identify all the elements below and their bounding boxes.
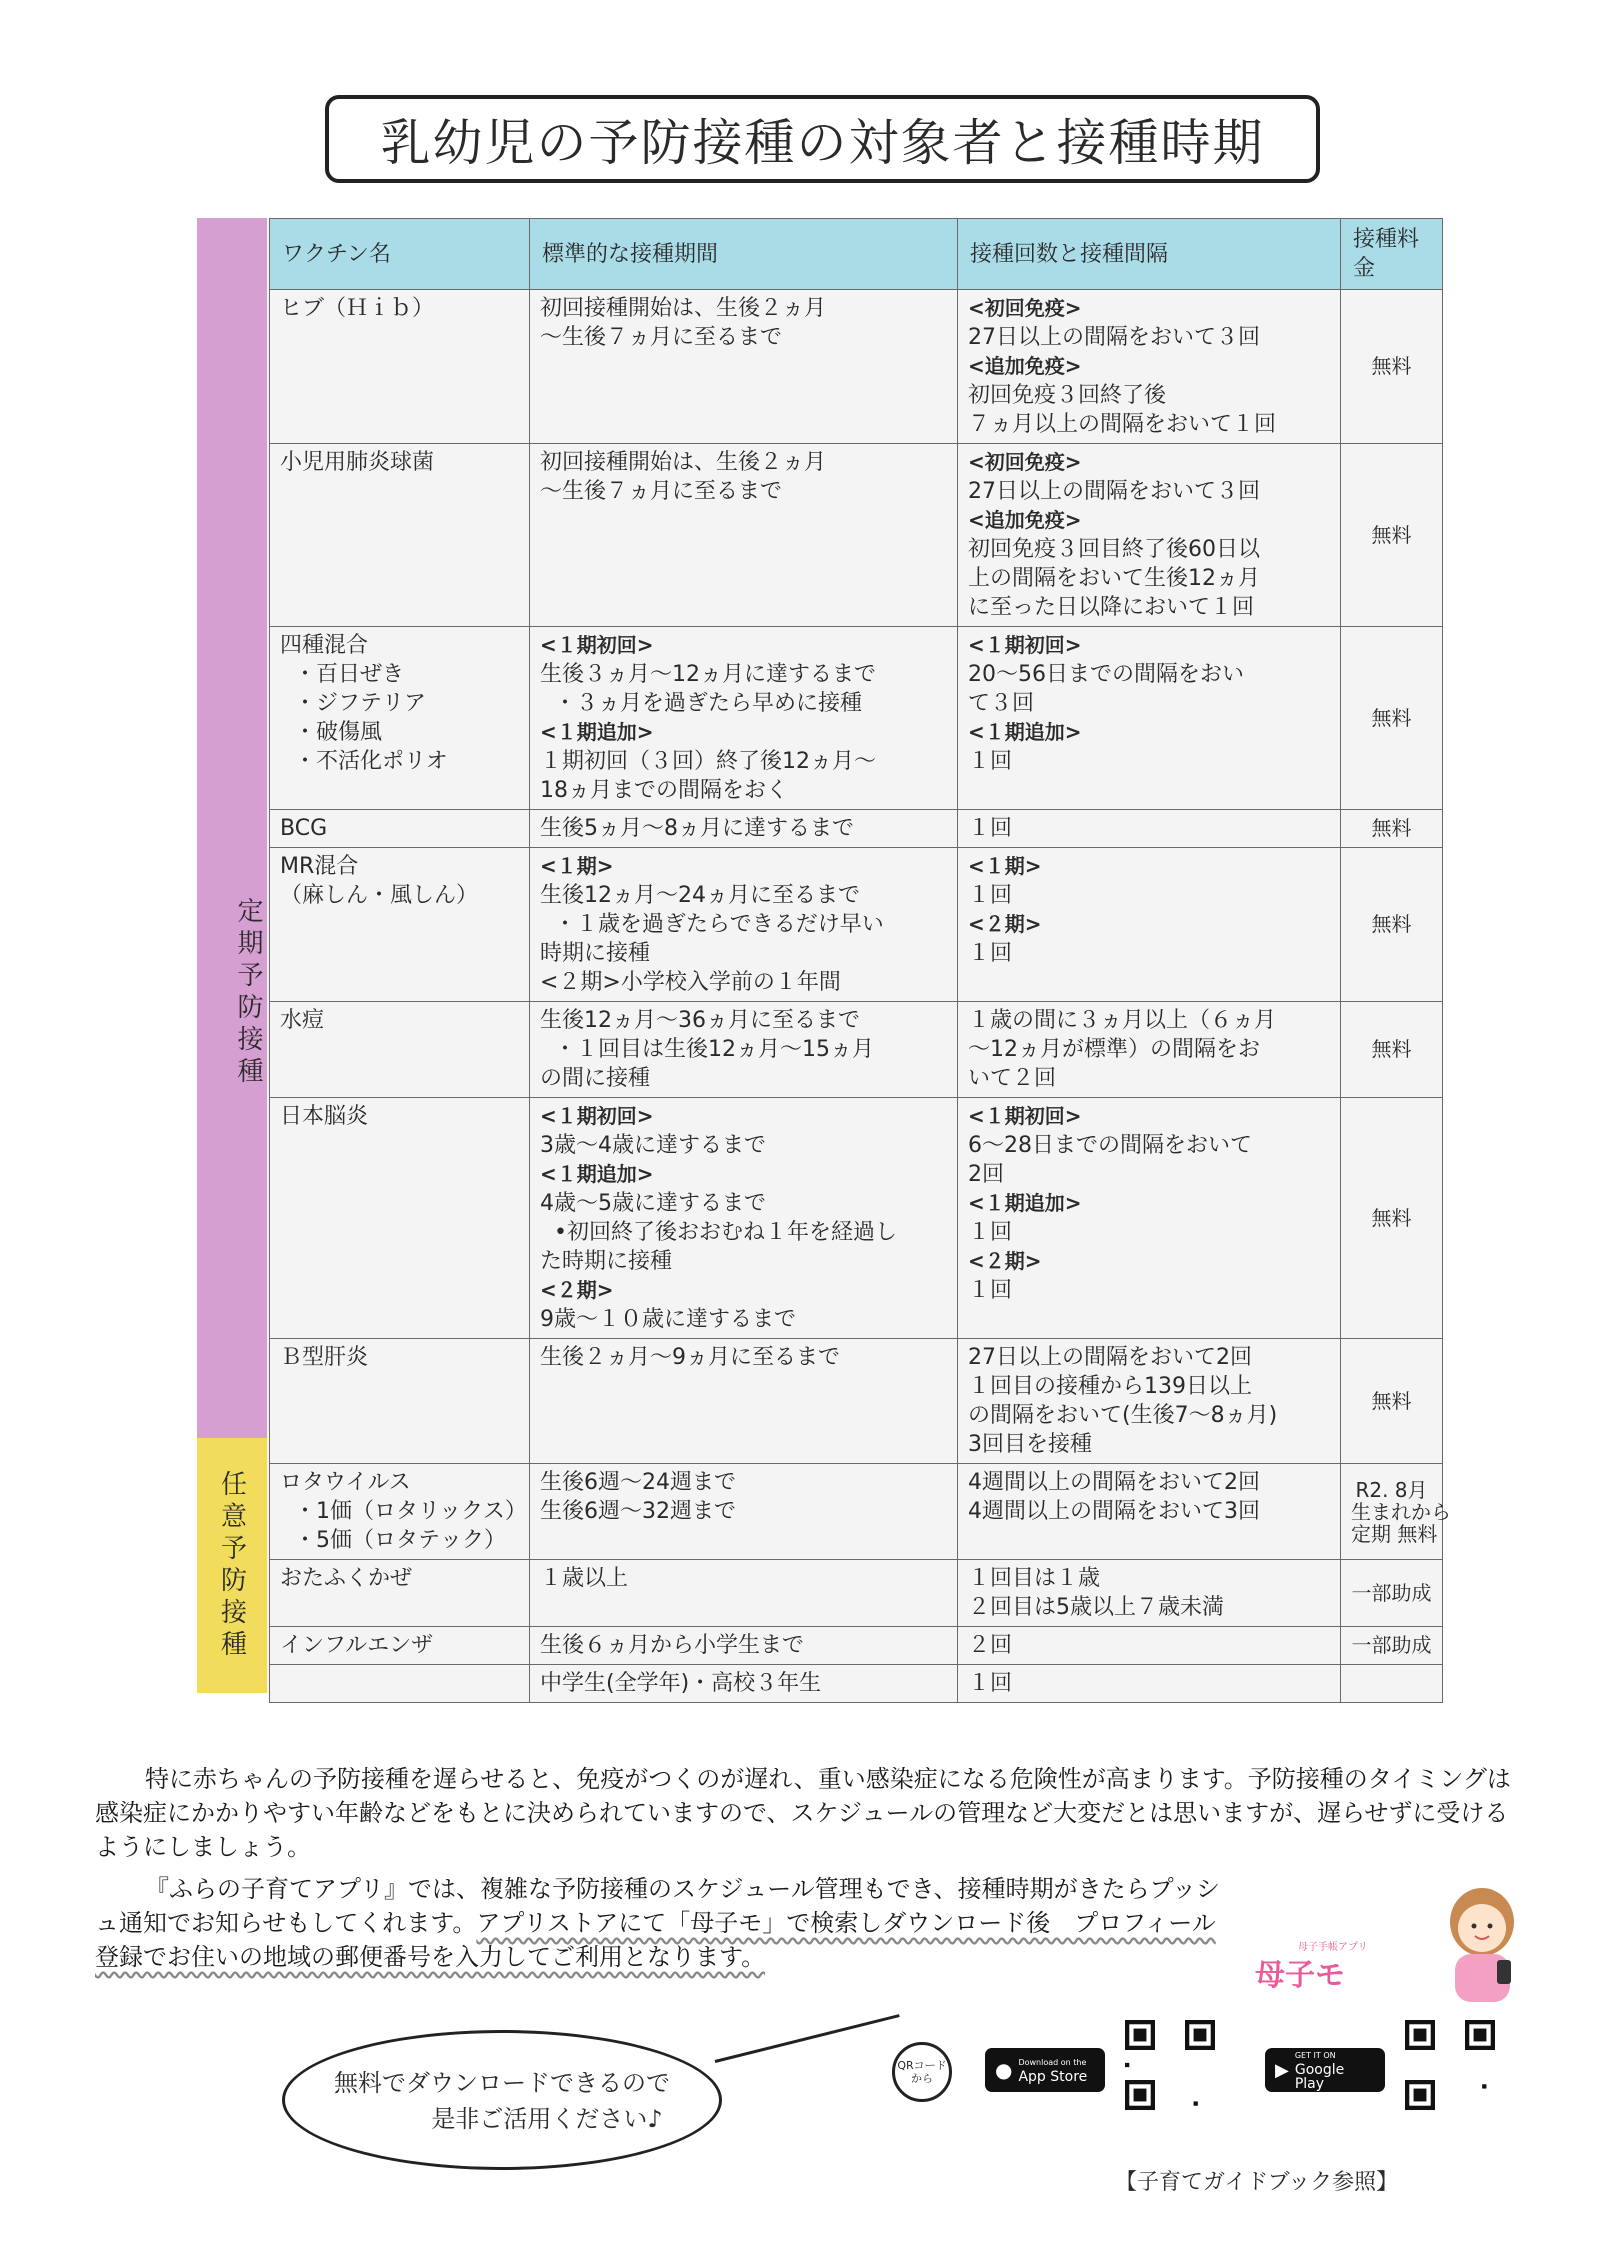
interval-cell — [958, 810, 1341, 848]
table-row — [270, 627, 1443, 810]
table-row — [270, 1627, 1443, 1665]
header-fee: 接種料金 — [1341, 219, 1443, 290]
fee-line: 無料 — [1371, 816, 1412, 840]
fee-cell — [1341, 1560, 1443, 1627]
vaccine-name-line: Ｂ型肝炎 — [280, 1345, 369, 1370]
vaccine-name-line: ・ジフテリア — [294, 691, 427, 716]
fee-cell — [1341, 1002, 1443, 1098]
period-cell — [530, 1665, 958, 1703]
interval-line: 20～56日までの間隔をおい — [968, 662, 1244, 687]
interval-line: １回 — [968, 883, 1013, 908]
period-line: <２期> — [540, 1278, 614, 1302]
interval-line: 2回 — [968, 1162, 1004, 1187]
period-line: ・１回目は生後12ヵ月～15ヵ月 — [554, 1037, 874, 1062]
vaccine-name-line: ・不活化ポリオ — [294, 749, 448, 774]
vaccine-name-line: ロタウイルス — [280, 1470, 411, 1495]
interval-cell — [958, 627, 1341, 810]
period-line: 生後２ヵ月～9ヵ月に至るまで — [540, 1345, 840, 1370]
fee-line: 生まれから — [1351, 1499, 1451, 1524]
qr-label: QRコードから — [892, 2042, 952, 2102]
vaccine-name-cell — [270, 810, 530, 848]
vaccine-name-line: MR混合 — [280, 854, 359, 879]
interval-line: １回 — [968, 749, 1013, 774]
period-cell — [530, 810, 958, 848]
interval-line: 上の間隔をおいて生後12ヵ月 — [968, 566, 1260, 591]
fee-line: 無料 — [1371, 354, 1412, 378]
google-play-icon: ▶ — [1275, 2059, 1289, 2081]
interval-cell — [958, 1098, 1341, 1339]
period-line: 生後12ヵ月～36ヵ月に至るまで — [540, 1008, 860, 1033]
period-line: <１期初回> — [540, 1104, 654, 1128]
interval-line: て３回 — [968, 691, 1035, 716]
interval-line: 初回免疫３回目終了後60日以 — [968, 537, 1260, 562]
fee-cell — [1341, 1464, 1451, 1560]
interval-cell — [958, 444, 1341, 627]
vaccine-name-cell — [270, 1627, 530, 1665]
table-row — [270, 1339, 1443, 1464]
vaccine-name-line: ・5価（ロタテック） — [294, 1528, 506, 1553]
period-line: 生後３ヵ月～12ヵ月に達するまで — [540, 662, 876, 687]
fee-cell — [1341, 290, 1443, 444]
vaccine-name-line: BCG — [280, 816, 328, 841]
period-line: 生後6週～32週まで — [540, 1499, 736, 1524]
period-line: •初回終了後おおむね１年を経過し — [554, 1220, 897, 1245]
fee-line: 定期 無料 — [1351, 1521, 1438, 1546]
interval-line: <追加免疫> — [968, 508, 1082, 532]
apple-icon: ● — [995, 2058, 1013, 2082]
interval-line: <１期初回> — [968, 633, 1082, 657]
fee-cell — [1341, 627, 1443, 810]
table-row — [270, 1002, 1443, 1098]
interval-line: <初回免疫> — [968, 450, 1082, 474]
interval-line: <１期追加> — [968, 720, 1082, 744]
vaccine-name-line: インフルエンザ — [280, 1633, 434, 1658]
table-header-row — [270, 219, 1443, 290]
fee-line: 無料 — [1371, 1205, 1412, 1230]
interval-line: <追加免疫> — [968, 354, 1082, 378]
interval-line: 27日以上の間隔をおいて2回 — [968, 1345, 1252, 1370]
google-play-small: GET IT ON — [1294, 2051, 1336, 2060]
vaccine-name-cell — [270, 1339, 530, 1464]
fee-line: 一部助成 — [1351, 1633, 1432, 1657]
fee-cell — [1341, 1098, 1443, 1339]
header-period: 標準的な接種期間 — [530, 219, 958, 290]
paragraph-app-b: アプリストアにて「母子モ」で検索しダウンロード後 プロフィール登録でお住いの地域の郵便番号を入力してご利用となります。 — [95, 1909, 1216, 1971]
app-store-small: Download on the — [1018, 2058, 1087, 2067]
period-line: <１期初回> — [540, 633, 654, 657]
table-row — [270, 1665, 1443, 1703]
period-line: 中学生(全学年)・高校３年生 — [540, 1671, 822, 1696]
interval-line: 6～28日までの間隔をおいて — [968, 1133, 1252, 1158]
table-row — [270, 444, 1443, 627]
vaccine-name-line: ・1価（ロタリックス） — [294, 1499, 527, 1524]
vaccine-name-line: （麻しん・風しん） — [280, 883, 479, 908]
vaccine-name-cell — [270, 1665, 530, 1703]
vaccine-name-cell — [270, 290, 530, 444]
table-row — [270, 290, 1443, 444]
interval-line: ２回目は5歳以上７歳未満 — [968, 1595, 1224, 1620]
interval-cell — [958, 848, 1341, 1002]
table-row — [270, 848, 1443, 1002]
interval-line: １回目の接種から139日以上 — [968, 1374, 1252, 1399]
fee-line: R2. 8月 — [1355, 1477, 1428, 1502]
bubble-line-2: 是非ご活用ください♪ — [431, 2105, 663, 2133]
period-cell — [530, 1560, 958, 1627]
vaccine-name-cell — [270, 848, 530, 1002]
interval-cell — [958, 1464, 1341, 1560]
interval-line: １回 — [968, 1278, 1013, 1303]
bubble-line-1: 無料でダウンロードできるので — [334, 2069, 670, 2097]
interval-line: <２期> — [968, 912, 1042, 936]
period-line: 18ヵ月までの間隔をおく — [540, 778, 788, 803]
qr-code-app-store[interactable] — [1125, 2020, 1215, 2110]
period-line: 9歳～１０歳に達するまで — [540, 1307, 796, 1332]
mascot-icon — [1435, 1882, 1530, 2002]
period-line: <２期>小学校入学前の１年間 — [540, 970, 841, 995]
period-cell — [530, 848, 958, 1002]
table-row — [270, 1560, 1443, 1627]
period-line: の間に接種 — [540, 1066, 651, 1091]
paragraph-app-a: 『ふらの子育てアプリ』では、複雑な予防接種のスケジュール管理もでき、接種時期がきたらプッシュ通知でお知らせもしてくれます。 — [95, 1875, 1220, 1937]
period-cell — [530, 1339, 958, 1464]
period-line: 生後６ヵ月から小学生まで — [540, 1633, 805, 1658]
period-line: <１期追加> — [540, 1162, 654, 1186]
interval-line: <１期> — [968, 854, 1042, 878]
interval-line: １回 — [968, 1671, 1013, 1696]
period-line: 生後5ヵ月～8ヵ月に達するまで — [540, 816, 854, 841]
period-line: 初回接種開始は、生後２ヵ月 — [540, 450, 827, 475]
vaccine-name-line: 四種混合 — [280, 633, 369, 658]
interval-line: ～12ヵ月が標準）の間隔をお — [968, 1037, 1260, 1062]
fee-cell — [1341, 1339, 1443, 1464]
interval-cell — [958, 1560, 1341, 1627]
fee-line: 無料 — [1371, 705, 1412, 730]
table-row — [270, 810, 1443, 848]
speech-bubble-tail — [715, 2014, 900, 2063]
vaccine-name-cell — [270, 444, 530, 627]
interval-line: 4週間以上の間隔をおいて3回 — [968, 1499, 1260, 1524]
interval-line: いて２回 — [968, 1066, 1057, 1091]
interval-line: １回 — [968, 816, 1013, 841]
side-label-regular: 定期予防接種 — [197, 218, 267, 1438]
interval-cell — [958, 290, 1341, 444]
period-cell — [530, 1098, 958, 1339]
vaccine-name-line: 小児用肺炎球菌 — [280, 450, 435, 475]
period-line: <１期> — [540, 854, 614, 878]
period-line: <１期追加> — [540, 720, 654, 744]
period-cell — [530, 1464, 958, 1560]
interval-cell — [958, 1339, 1341, 1464]
interval-line: 27日以上の間隔をおいて３回 — [968, 479, 1260, 504]
table-row — [270, 1464, 1443, 1560]
fee-line: 無料 — [1371, 1388, 1412, 1413]
fee-line: 無料 — [1371, 1037, 1412, 1061]
interval-line: <２期> — [968, 1249, 1042, 1273]
interval-line: １回 — [968, 941, 1013, 966]
period-line: た時期に接種 — [540, 1249, 673, 1274]
vaccine-table-wrap — [197, 218, 1451, 1696]
google-play-button[interactable] — [1265, 2048, 1385, 2092]
fee-line: 無料 — [1371, 912, 1412, 936]
paragraph-intro: 特に赤ちゃんの予防接種を遅らせると、免疫がつくのが遅れ、重い感染症になる危険性が高まります。予防接種のタイミングは感染症にかかりやすい年齢などをもとに決められていますので、スケジュールの管理など大変だとは思いますが、遅らせずに受けるようにしましょう。 — [95, 1765, 1511, 1861]
vaccine-name-line: ・百日ぜき — [294, 662, 405, 687]
vaccine-name-line: おたふくかぜ — [280, 1566, 413, 1591]
app-store-label: App Store — [1018, 2069, 1088, 2085]
app-store-button[interactable] — [985, 2048, 1105, 2092]
header-vaccine: ワクチン名 — [270, 219, 530, 290]
interval-line: <１期初回> — [968, 1104, 1082, 1128]
period-line: 3歳～4歳に達するまで — [540, 1133, 766, 1158]
period-line: １期初回（３回）終了後12ヵ月～ — [540, 749, 876, 774]
vaccine-name-cell — [270, 1098, 530, 1339]
vaccine-name-line: ヒブ（Ｈｉｂ） — [280, 296, 435, 321]
fee-cell — [1341, 810, 1443, 848]
period-line: 生後6週～24週まで — [540, 1470, 736, 1495]
vaccine-name-cell — [270, 1002, 530, 1098]
page-title-text: 乳幼児の予防接種の対象者と接種時期 — [380, 114, 1265, 172]
side-label-optional: 任意予防接種 — [197, 1438, 267, 1693]
fee-cell — [1341, 848, 1443, 1002]
interval-line: １回目は１歳 — [968, 1566, 1101, 1591]
vaccine-name-cell — [270, 627, 530, 810]
period-line: ・１歳を過ぎたらできるだけ早い — [554, 912, 884, 937]
interval-cell — [958, 1665, 1341, 1703]
vaccine-name-line: ・破傷風 — [294, 720, 383, 745]
period-line: １歳以上 — [540, 1566, 629, 1591]
period-line: ～生後７ヵ月に至るまで — [540, 325, 783, 350]
interval-cell — [958, 1002, 1341, 1098]
interval-line: １歳の間に３ヵ月以上（６ヵ月 — [968, 1008, 1277, 1033]
header-interval: 接種回数と接種間隔 — [958, 219, 1341, 290]
period-line: ～生後７ヵ月に至るまで — [540, 479, 783, 504]
paragraph-app — [95, 1872, 1225, 1974]
period-cell — [530, 290, 958, 444]
interval-line: 27日以上の間隔をおいて３回 — [968, 325, 1260, 350]
interval-line: 3回目を接種 — [968, 1432, 1092, 1457]
logo-subtitle: 母子手帳アプリ — [1298, 1942, 1368, 1953]
interval-line: ２回 — [968, 1633, 1013, 1658]
fee-cell — [1341, 1665, 1443, 1703]
table-row — [270, 1098, 1443, 1339]
qr-code-google-play[interactable] — [1405, 2020, 1495, 2110]
interval-cell — [958, 1627, 1341, 1665]
page-title — [325, 95, 1320, 183]
vaccine-name-cell — [270, 1560, 530, 1627]
period-cell — [530, 444, 958, 627]
period-cell — [530, 1627, 958, 1665]
interval-line: ７ヵ月以上の間隔をおいて１回 — [968, 412, 1277, 437]
interval-line: に至った日以降において１回 — [968, 595, 1255, 620]
vaccine-name-cell — [270, 1464, 530, 1560]
interval-line: 4週間以上の間隔をおいて2回 — [968, 1470, 1260, 1495]
period-line: 初回接種開始は、生後２ヵ月 — [540, 296, 827, 321]
boshimo-logo: 母子モ — [1255, 1958, 1345, 1993]
fee-cell — [1341, 444, 1443, 627]
footer-reference: 【子育てガイドブック参照】 — [1115, 2170, 1399, 2195]
interval-line: の間隔をおいて(生後7～8ヵ月) — [968, 1403, 1278, 1428]
period-line: 時期に接種 — [540, 941, 651, 966]
vaccine-name-line: 水痘 — [280, 1008, 325, 1033]
period-line: 生後12ヵ月～24ヵ月に至るまで — [540, 883, 860, 908]
period-cell — [530, 627, 958, 810]
period-line: 4歳～5歳に達するまで — [540, 1191, 766, 1216]
interval-line: 初回免疫３回終了後 — [968, 383, 1167, 408]
period-cell — [530, 1002, 958, 1098]
speech-bubble — [282, 2030, 722, 2170]
interval-line: １回 — [968, 1220, 1013, 1245]
interval-line: <１期追加> — [968, 1191, 1082, 1215]
period-line: ・３ヵ月を過ぎたら早めに接種 — [554, 691, 863, 716]
fee-cell — [1341, 1627, 1443, 1665]
interval-line: <初回免疫> — [968, 296, 1082, 320]
google-play-label: Google Play — [1294, 2062, 1345, 2092]
fee-line: 無料 — [1371, 522, 1412, 547]
vaccine-name-line: 日本脳炎 — [280, 1104, 369, 1129]
vaccine-table — [269, 218, 1451, 1703]
fee-line: 一部助成 — [1351, 1580, 1432, 1605]
